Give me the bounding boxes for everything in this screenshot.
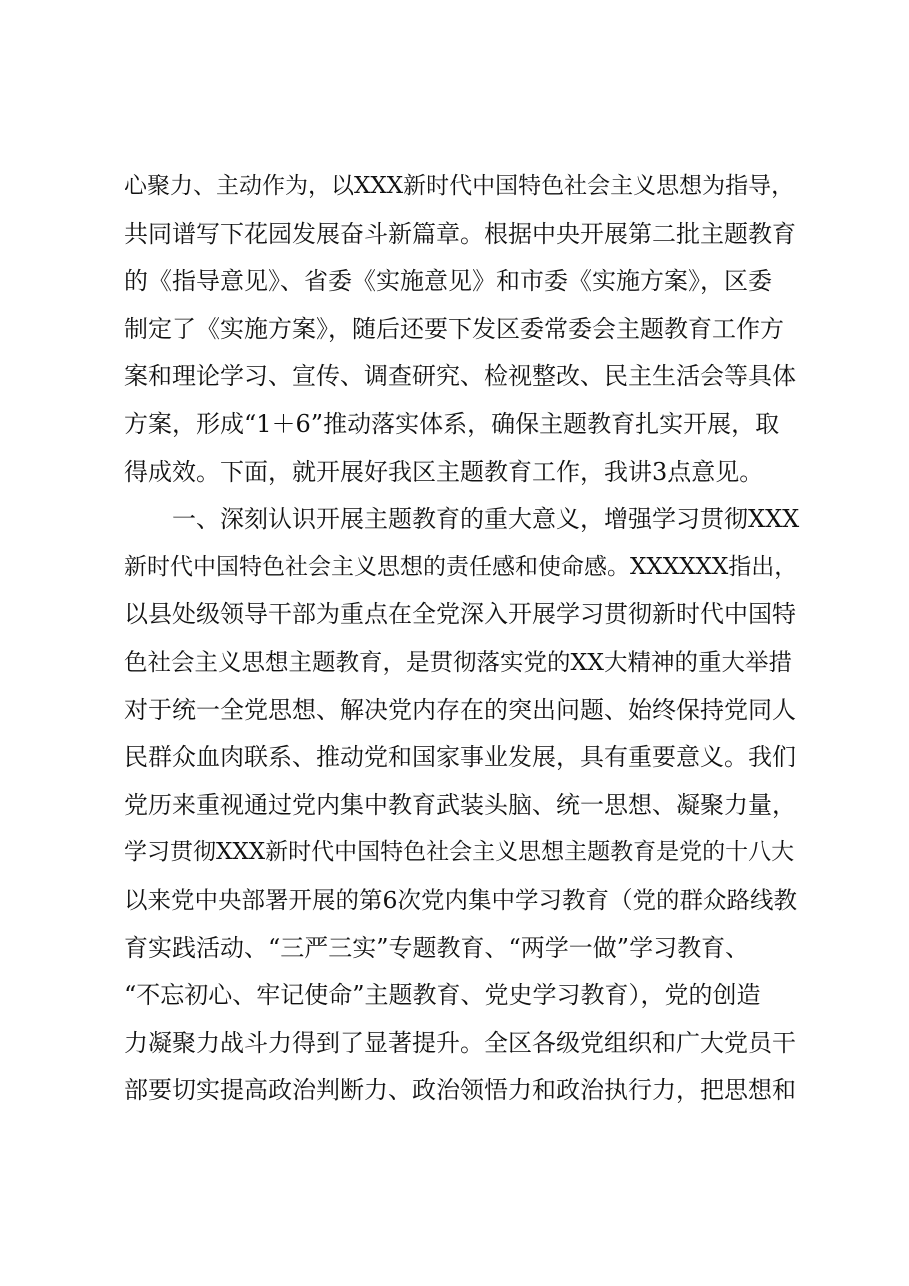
text-line: “不忘初心、牢记使命”主题教育、党史学习教育），党的创造 xyxy=(124,981,761,1010)
text-line: 心聚力、主动作为，以XXX新时代中国特色社会主义思想为指导， xyxy=(124,173,795,199)
text-line: 方案，形成“1＋6”推动落实体系，确保主题教育扎实开展，取 xyxy=(124,409,780,438)
text-line: 共同谱写下花园发展奋斗新篇章。根据中央开展第二批主题教育 xyxy=(124,219,796,248)
text-line: 案和理论学习、宣传、调查研究、检视整改、民主生活会等具体 xyxy=(124,362,796,391)
text-line: 对于统一全党思想、解决党内存在的突出问题、始终保持党同人 xyxy=(124,695,796,724)
text-line: 学习贯彻XXX新时代中国特色社会主义思想主题教育是党的十八大 xyxy=(124,839,795,866)
text-line: 新时代中国特色社会主义思想的责任感和使命感。XXXXXX指出， xyxy=(124,553,798,580)
text-line: 以县处级领导干部为重点在全党深入开展学习贯彻新时代中国特 xyxy=(124,600,796,629)
text-line: 制定了《实施方案》，随后还要下发区委常委会主题教育工作方 xyxy=(124,314,784,343)
body-text xyxy=(124,163,804,1115)
text-line: 以来党中央部署开展的第6次党内集中学习教育（党的群众路线教 xyxy=(124,885,797,914)
text-line: 党历来重视通过党内集中教育武装头脑、统一思想、凝聚力量， xyxy=(124,790,796,819)
text-line: 部要切实提高政治判断力、政治领悟力和政治执行力，把思想和 xyxy=(124,1076,796,1105)
text-line: 得成效。下面，就开展好我区主题教育工作，我讲3点意见。 xyxy=(124,457,764,486)
text-line: 民群众血肉联系、推动党和国家事业发展，具有重要意义。我们 xyxy=(124,743,796,772)
text-line: 力凝聚力战斗力得到了显著提升。全区各级党组织和广大党员干 xyxy=(124,1028,796,1057)
text-line: 色社会主义思想主题教育，是贯彻落实党的XX大精神的重大举措 xyxy=(124,647,792,676)
text-line: 育实践活动、“三严三实”专题教育、“两学一做”学习教育、 xyxy=(124,933,750,962)
section-heading-line: 一、深刻认识开展主题教育的重大意义，增强学习贯彻XXX xyxy=(172,505,800,534)
text-line: 的《指导意见》、省委《实施意见》和市委《实施方案》，区委 xyxy=(124,267,772,296)
